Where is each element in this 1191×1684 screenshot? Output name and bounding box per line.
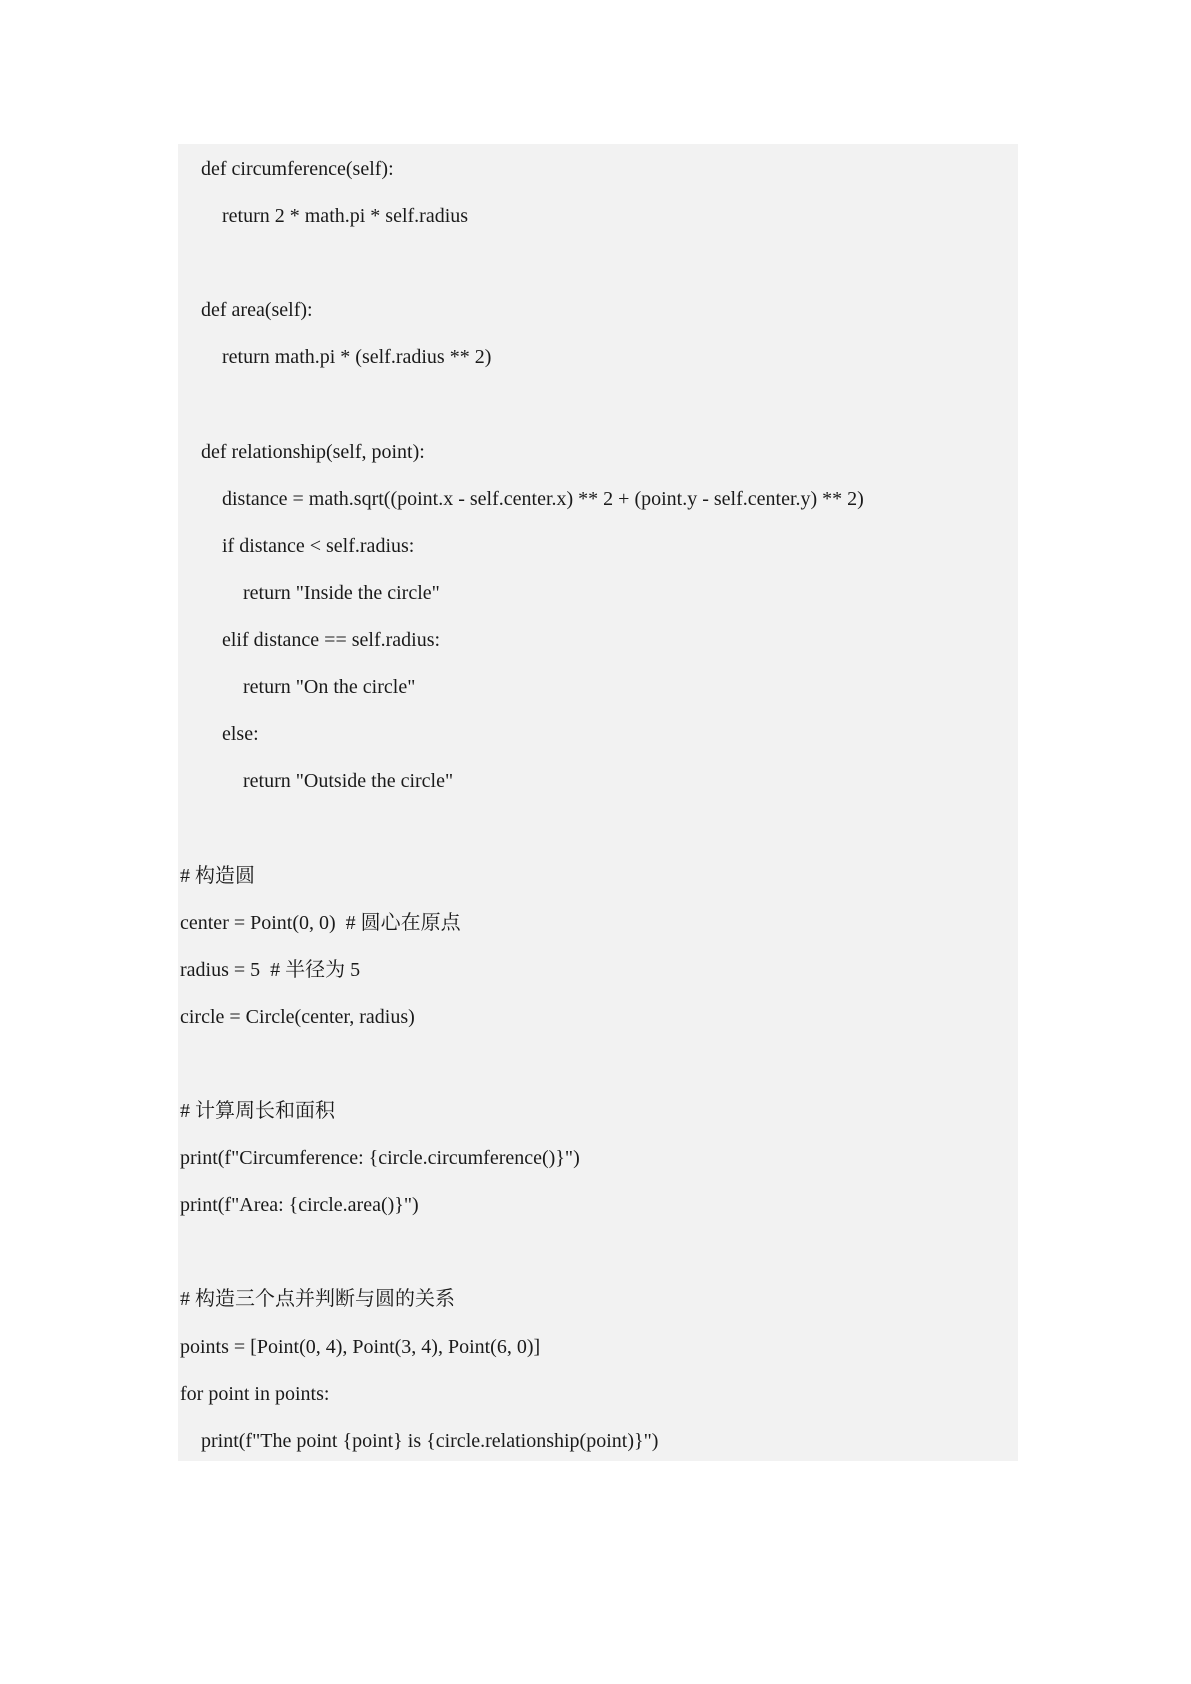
code-line: return "Outside the circle" <box>243 770 454 793</box>
code-line: print(f"The point {point} is {circle.relationship(point)}") <box>201 1429 659 1452</box>
code-line: for point in points: <box>180 1382 330 1405</box>
code-line: elif distance == self.radius: <box>222 629 441 651</box>
code-line: # 计算周长和面积 <box>180 1100 335 1122</box>
code-line: print(f"Area: {circle.area()}") <box>180 1194 419 1217</box>
code-line: return math.pi * (self.radius ** 2) <box>222 346 492 369</box>
code-line: radius = 5 # 半径为 5 <box>180 958 361 981</box>
code-line: points = [Point(0, 4), Point(3, 4), Point(6, 0)] <box>180 1335 541 1358</box>
code-line: center = Point(0, 0) # 圆心在原点 <box>180 911 461 934</box>
code-line: # 构造三个点并判断与圆的关系 <box>180 1288 455 1311</box>
code-line: distance = math.sqrt((point.x - self.center.x) ** 2 + (point.y - self.center.y) ** 2) <box>222 487 864 510</box>
code-line: def relationship(self, point): <box>201 440 425 463</box>
code-line: def circumference(self): <box>201 158 394 180</box>
code-line: return 2 * math.pi * self.radius <box>222 205 469 228</box>
code-line: else: <box>222 723 259 746</box>
code-line: def area(self): <box>201 299 313 322</box>
code-line: return "Inside the circle" <box>243 581 440 604</box>
code-line: print(f"Circumference: {circle.circumference()}") <box>180 1147 580 1170</box>
code-line: if distance < self.radius: <box>222 534 415 557</box>
code-line: # 构造圆 <box>180 864 255 887</box>
code-line: circle = Circle(center, radius) <box>180 1005 415 1028</box>
code-line: return "On the circle" <box>243 676 416 699</box>
